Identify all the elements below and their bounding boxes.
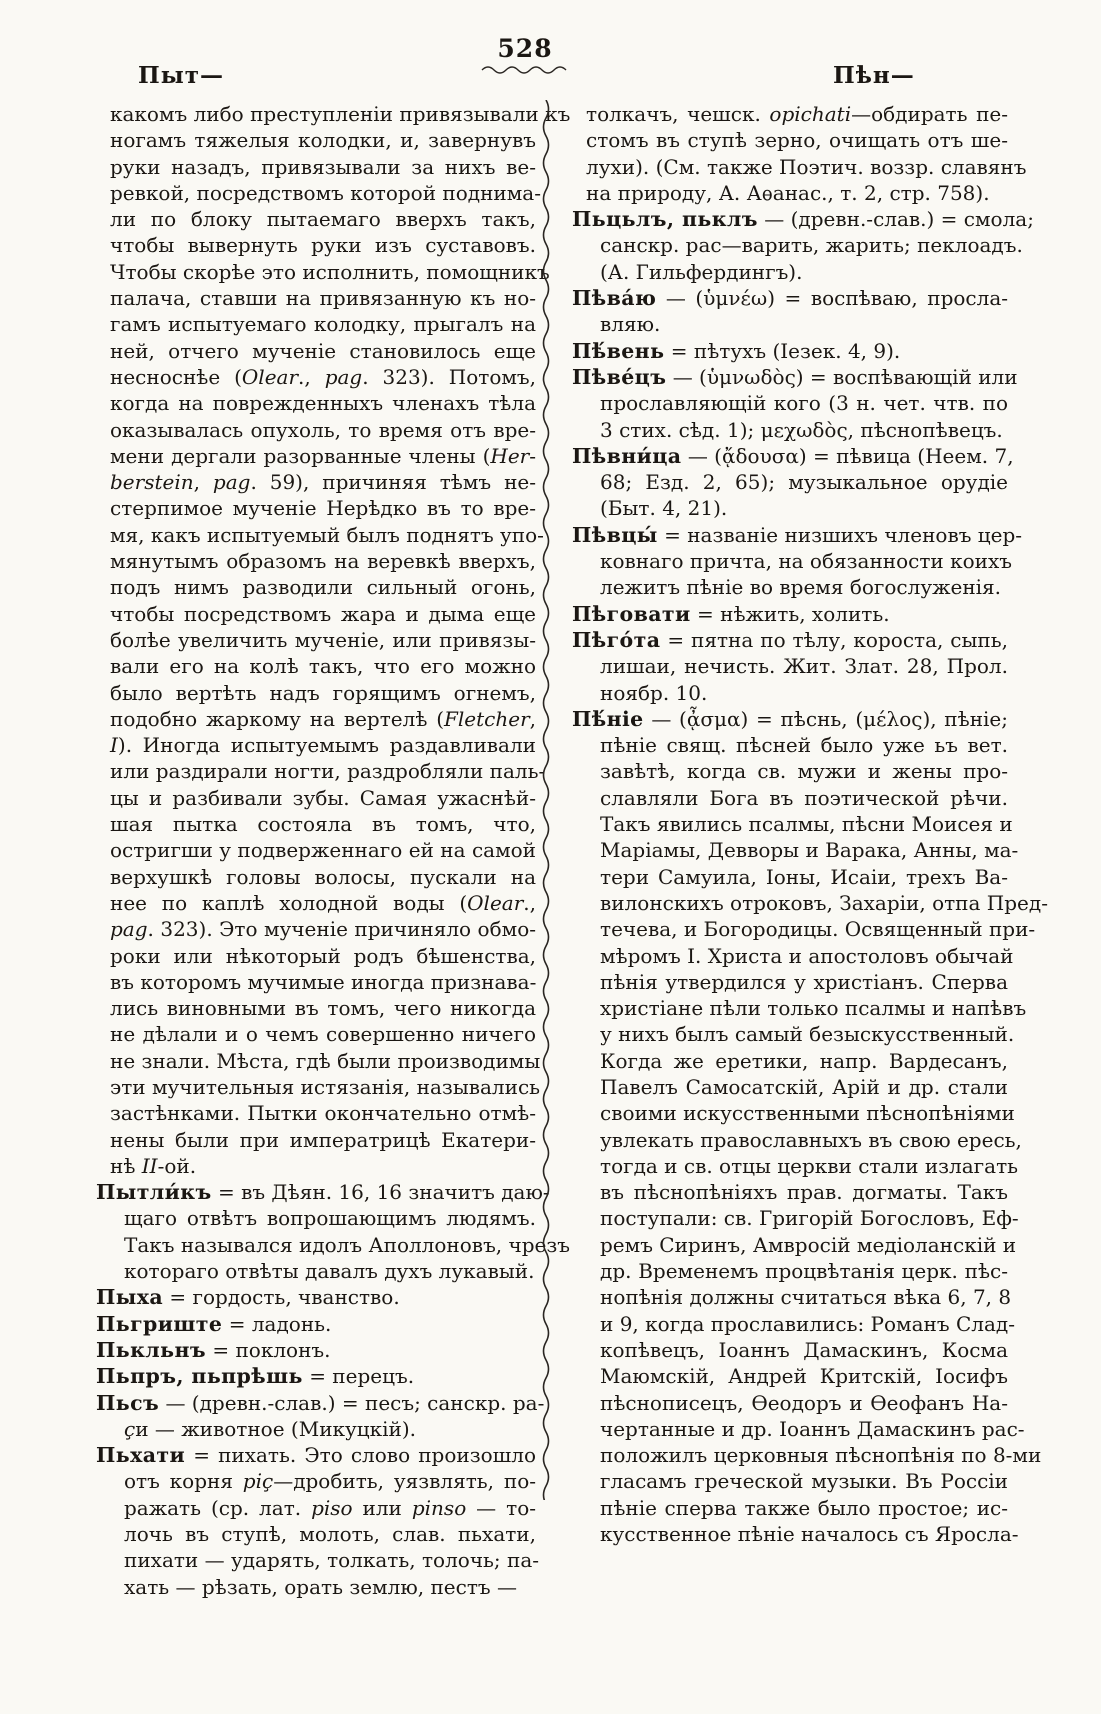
dictionary-entry bbox=[572, 601, 1008, 627]
text-line: пѣнія утвердился у христіанъ. Сперва bbox=[600, 969, 1008, 994]
left-column bbox=[96, 101, 571, 1600]
text-line: Пьцьлъ, пьклъ — (древн.-слав.) = смола; bbox=[572, 207, 1034, 232]
text-line: было вертѣть надъ горящимъ огнемъ, bbox=[110, 680, 536, 705]
headword: Пѣве́цъ bbox=[572, 364, 667, 389]
text-line: или раздирали ногти, раздробляли паль- bbox=[110, 759, 546, 784]
text-line: копѣвецъ, Іоаннъ Дамаскинъ, Косма bbox=[600, 1337, 1008, 1362]
dictionary-entry bbox=[572, 338, 1008, 364]
text-line: въ которомъ мучимые иногда признава- bbox=[110, 969, 537, 994]
text-line: щаго отвѣтъ вопрошающимъ людямъ. bbox=[124, 1206, 536, 1231]
text-line: Пьсъ — (древн.-слав.) = песъ; санскр. ра- bbox=[96, 1390, 545, 1415]
continued-paragraph bbox=[572, 101, 1027, 206]
text-line: Павелъ Самосатскій, Арій и др. стали bbox=[600, 1074, 1008, 1099]
text-line: остригши у подверженнаго ей на самой bbox=[110, 838, 536, 863]
text-line: славляли Бога въ поэтической рѣчи. bbox=[600, 785, 1008, 810]
text-line: ногамъ тяжелыя колодки, и, завернувъ bbox=[110, 128, 536, 153]
text-line: вляю. bbox=[600, 312, 661, 337]
headword: Пѣва́ю bbox=[572, 286, 657, 311]
dictionary-entry bbox=[572, 364, 1018, 443]
text-line: лишаи, нечисть. Жит. Злат. 28, Прол. bbox=[600, 654, 1008, 679]
headword: Пьгриште bbox=[96, 1311, 223, 1336]
page-number: 528 bbox=[497, 34, 553, 63]
headword: Пѣговати bbox=[572, 601, 691, 626]
text-line: I). Иногда испытуемымъ раздавливали bbox=[110, 733, 536, 758]
text-line: поступали: св. Григорій Богословъ, Еф- bbox=[600, 1206, 1019, 1231]
text-line: подобно жаркому на вертелѣ (Fletcher, bbox=[110, 706, 536, 731]
text-line: пѣніе сперва также было простое; ис- bbox=[600, 1495, 1008, 1520]
headword: Пѣвни́ца bbox=[572, 443, 682, 468]
text-line: Чтобы скорѣе это исполнить, помощникъ bbox=[110, 259, 550, 284]
text-line: ней, отчего мученіе становилось еще bbox=[110, 338, 536, 363]
text-line: 3 стих. сѣд. 1); μεχωδὸς, пѣснопѣвецъ. bbox=[600, 417, 1003, 442]
text-line: своими искусственными пѣснопѣніями bbox=[600, 1101, 1015, 1126]
headword: Пѣвцы́ bbox=[572, 522, 658, 547]
text-line: мѣромъ І. Христа и апостоловъ обычай bbox=[600, 943, 1014, 968]
dictionary-entry bbox=[96, 1337, 536, 1363]
text-line: санскр. рас—варить, жарить; пеклоадъ. bbox=[600, 233, 1023, 258]
dictionary-entry bbox=[572, 285, 1008, 338]
dictionary-entry bbox=[96, 1311, 536, 1337]
text-line: отъ корня piç—дробить, уязвлять, по- bbox=[124, 1469, 536, 1494]
text-line: Пѣве́цъ — (ὑμνωδὸς) = воспѣвающій или bbox=[572, 364, 1018, 389]
text-line: котораго отвѣты давалъ духъ лукавый. bbox=[124, 1259, 535, 1284]
text-line: ражать (ср. лат. piso или pinso — то- bbox=[124, 1495, 536, 1520]
text-line: какомъ либо преступленіи привязывали къ bbox=[110, 102, 571, 126]
text-line: вали его на колѣ такъ, что его можно bbox=[110, 654, 536, 679]
text-line: стерпимое мученіе Нерѣдко въ то вре- bbox=[110, 496, 536, 521]
text-line: палача, ставши на привязанную къ но- bbox=[110, 286, 536, 311]
text-line: лись виновными въ томъ, чего никогда bbox=[110, 996, 536, 1021]
text-line: увлекать православныхъ въ свою ересь, bbox=[600, 1127, 1022, 1152]
text-line: чтобы посредствомъ жара и дыма еще bbox=[110, 601, 536, 626]
dictionary-entry bbox=[96, 1284, 536, 1310]
text-line: чтобы вывернуть руки изъ суставовъ. bbox=[110, 233, 536, 258]
dictionary-entry bbox=[572, 627, 1008, 706]
text-line: когда на поврежденныхъ членахъ тѣла bbox=[110, 391, 536, 416]
text-line: ремъ Сиринъ, Амвросій медіоланскій и bbox=[600, 1232, 1017, 1257]
headword: Пыха bbox=[96, 1285, 164, 1310]
text-line: Пьгриште = ладонь. bbox=[96, 1311, 332, 1336]
text-line: çи — животное (Микуцкій). bbox=[124, 1416, 417, 1441]
text-line: лухи). (См. также Поэтич. воззр. славянъ bbox=[586, 154, 1027, 179]
text-line: Пѣвни́ца — (ᾄδουσα) = пѣвица (Неем. 7, bbox=[572, 443, 1014, 468]
text-line: въ пѣснопѣніяхъ прав. догматы. Такъ bbox=[600, 1180, 1008, 1205]
text-line: Пѣва́ю — (ὑμνέω) = воспѣваю, просла- bbox=[572, 286, 1008, 311]
text-line: подъ нимъ разводили сильный огонь, bbox=[110, 575, 536, 600]
headword: Пькльнъ bbox=[96, 1337, 206, 1362]
text-line: стомъ въ ступѣ зерно, очищать отъ ше- bbox=[586, 128, 1008, 153]
text-line: на природу, А. Аѳанас., т. 2, стр. 758). bbox=[586, 180, 990, 205]
text-line: цы и разбивали зубы. Самая ужаснѣй- bbox=[110, 785, 536, 810]
text-line: тери Самуила, Іоны, Исаіи, трехъ Ва- bbox=[600, 864, 1008, 889]
text-line: (Быт. 4, 21). bbox=[600, 496, 728, 521]
text-line: pag. 323). Это мученіе причиняло обмо- bbox=[110, 917, 536, 942]
headword: Пьцьлъ, пьклъ bbox=[572, 207, 758, 232]
text-line: мя, какъ испытуемый былъ поднятъ упо- bbox=[110, 522, 544, 547]
text-line: толкачъ, чешск. opichati—обдирать пе- bbox=[586, 102, 1008, 126]
text-line: Пьхати = пихать. Это слово произошло bbox=[96, 1443, 537, 1468]
text-line: нѣ II-ой. bbox=[110, 1153, 197, 1178]
text-line: Пѣговати = нѣжить, холить. bbox=[572, 601, 890, 626]
text-line: Такъ назывался идолъ Аполлоновъ, чрезъ bbox=[124, 1232, 570, 1257]
text-line: мянутымъ образомъ на веревкѣ вверхъ, bbox=[110, 549, 536, 574]
text-line: ноябр. 10. bbox=[600, 680, 708, 705]
text-line: застѣнками. Пытки окончательно отмѣ- bbox=[110, 1101, 536, 1126]
dictionary-entry bbox=[572, 522, 1023, 601]
text-line: Пѣ́ніе — (ᾆσμα) = пѣснь, (μέλος), пѣніе; bbox=[572, 706, 1008, 731]
text-line: Такъ явились псалмы, пѣсни Моисея и bbox=[600, 812, 1013, 837]
text-line: чертанные и др. Іоаннъ Дамаскинъ рас- bbox=[600, 1416, 1025, 1441]
text-line: пѣніе свящ. пѣсней было уже ьъ вет. bbox=[600, 733, 1008, 758]
headword: Пѣ́вень bbox=[572, 338, 665, 363]
headword: Пьсъ bbox=[96, 1390, 160, 1415]
text-line: berstein, pag. 59), причиняя тѣмъ не- bbox=[110, 470, 536, 495]
text-line: и 9, когда прославились: Романъ Слад- bbox=[600, 1311, 1015, 1336]
dictionary-entry bbox=[572, 443, 1014, 522]
text-line: болѣе увеличить мученіе, или привязы- bbox=[110, 627, 536, 652]
headword: Пытли́къ bbox=[96, 1180, 212, 1205]
text-line: гласамъ греческой музыки. Въ Россіи bbox=[600, 1469, 1008, 1494]
continued-paragraph bbox=[96, 101, 571, 1179]
text-line: (А. Гильфердингъ). bbox=[600, 259, 803, 284]
page-number-flourish bbox=[479, 64, 571, 74]
running-head-left: Пыт— bbox=[138, 62, 225, 89]
text-line: лочь въ ступѣ, молоть, слав. пьхати, bbox=[124, 1522, 536, 1547]
headword: Пѣго́та bbox=[572, 627, 661, 652]
text-line: шая пытка состояла въ томъ, что, bbox=[110, 812, 536, 837]
text-line: др. Временемъ процвѣтанія церк. пѣс- bbox=[600, 1259, 1008, 1284]
headword: Пьхати bbox=[96, 1443, 186, 1468]
text-line: ревкой, посредствомъ которой поднима- bbox=[110, 180, 541, 205]
text-line: лежитъ пѣніе во время богослуженія. bbox=[600, 575, 1002, 600]
text-line: кусственное пѣніе началось съ Яросла- bbox=[600, 1522, 1019, 1547]
dictionary-entry bbox=[96, 1442, 540, 1600]
running-head-right: Пѣн— bbox=[833, 62, 915, 89]
text-line: вилонскихъ отроковъ, Захаріи, отпа Пред- bbox=[600, 890, 1048, 915]
text-line: нее по каплѣ холодной воды (Olear., bbox=[110, 890, 536, 915]
text-line: несноснѣе (Olear., pag. 323). Потомъ, bbox=[110, 364, 536, 389]
text-line: Пытли́къ = въ Дѣян. 16, 16 значитъ даю- bbox=[96, 1180, 550, 1205]
text-line: руки назадъ, привязывали за нихъ ве- bbox=[110, 154, 536, 179]
text-line: Пѣго́та = пятна по тѣлу, короста, сыпь, bbox=[572, 627, 1008, 652]
dictionary-entry bbox=[96, 1390, 545, 1443]
headword: Пѣ́ніе bbox=[572, 706, 644, 731]
right-column bbox=[572, 101, 1048, 1547]
text-line: Пькльнъ = поклонъ. bbox=[96, 1337, 331, 1362]
text-line: течева, и Богородицы. Освященный при- bbox=[600, 917, 1036, 942]
text-line: ли по блоку пытаемаго вверхъ такъ, bbox=[110, 207, 536, 232]
text-line: мени дергали разорванные члены (Her- bbox=[110, 443, 536, 468]
text-line: нены были при императрицѣ Екатери- bbox=[110, 1127, 536, 1152]
text-line: не знали. Мѣста, гдѣ были производимы bbox=[110, 1048, 541, 1073]
text-line: Пѣ́вень = пѣтухъ (Іезек. 4, 9). bbox=[572, 338, 901, 363]
text-line: гамъ испытуемаго колодку, прыгалъ на bbox=[110, 312, 536, 337]
text-line: Пыха = гордость, чванство. bbox=[96, 1285, 400, 1310]
text-line: Когда же еретики, напр. Вардесанъ, bbox=[600, 1048, 1008, 1073]
text-line: не дѣлали и о чемъ совершенно ничего bbox=[110, 1022, 536, 1047]
text-line: прославляющій кого (3 н. чет. чтв. по bbox=[600, 391, 1008, 416]
dictionary-entry bbox=[572, 206, 1034, 285]
text-line: Пьпръ, пьпрѣшь = перецъ. bbox=[96, 1364, 415, 1389]
text-line: пѣснописецъ, Ѳеодоръ и Ѳеофанъ На- bbox=[600, 1390, 1008, 1415]
dictionary-entry bbox=[96, 1179, 570, 1284]
dictionary-entry bbox=[96, 1363, 536, 1389]
text-line: роки или нѣкоторый родъ бѣшенства, bbox=[110, 943, 536, 968]
text-line: 68; Езд. 2, 65); музыкальное орудіе bbox=[600, 470, 1008, 495]
text-line: ковнаго причта, на обязанности коихъ bbox=[600, 549, 1012, 574]
column-divider-rule bbox=[538, 100, 554, 1500]
text-line: нопѣнія должны считаться вѣка 6, 7, 8 bbox=[600, 1285, 1012, 1310]
text-line: христіане пѣли только псалмы и напѣвъ bbox=[600, 996, 1027, 1021]
text-line: тогда и св. отцы церкви стали излагать bbox=[600, 1153, 1019, 1178]
dictionary-entry bbox=[572, 706, 1048, 1548]
text-line: Маюмскій, Андрей Критскій, Іосифъ bbox=[600, 1364, 1008, 1389]
text-line: положилъ церковныя пѣснопѣнія по 8-ми bbox=[600, 1443, 1042, 1468]
text-line: завѣтѣ, когда св. мужи и жены про- bbox=[600, 759, 1008, 784]
text-line: у нихъ былъ самый безыскусственный. bbox=[600, 1022, 1015, 1047]
text-line: верхушкѣ головы волосы, пускали на bbox=[110, 864, 536, 889]
text-line: эти мучительныя истязанія, назывались bbox=[110, 1074, 541, 1099]
text-line: Пѣвцы́ = названіе низшихъ членовъ цер- bbox=[572, 522, 1023, 547]
text-line: пихати — ударять, толкать, толочь; па- bbox=[124, 1548, 540, 1573]
headword: Пьпръ, пьпрѣшь bbox=[96, 1364, 303, 1389]
text-line: оказывалась опухоль, то время отъ вре- bbox=[110, 417, 536, 442]
text-line: хать — рѣзать, орать землю, пестъ — bbox=[124, 1574, 517, 1599]
text-line: Маріамы, Девворы и Варака, Анны, ма- bbox=[600, 838, 1019, 863]
